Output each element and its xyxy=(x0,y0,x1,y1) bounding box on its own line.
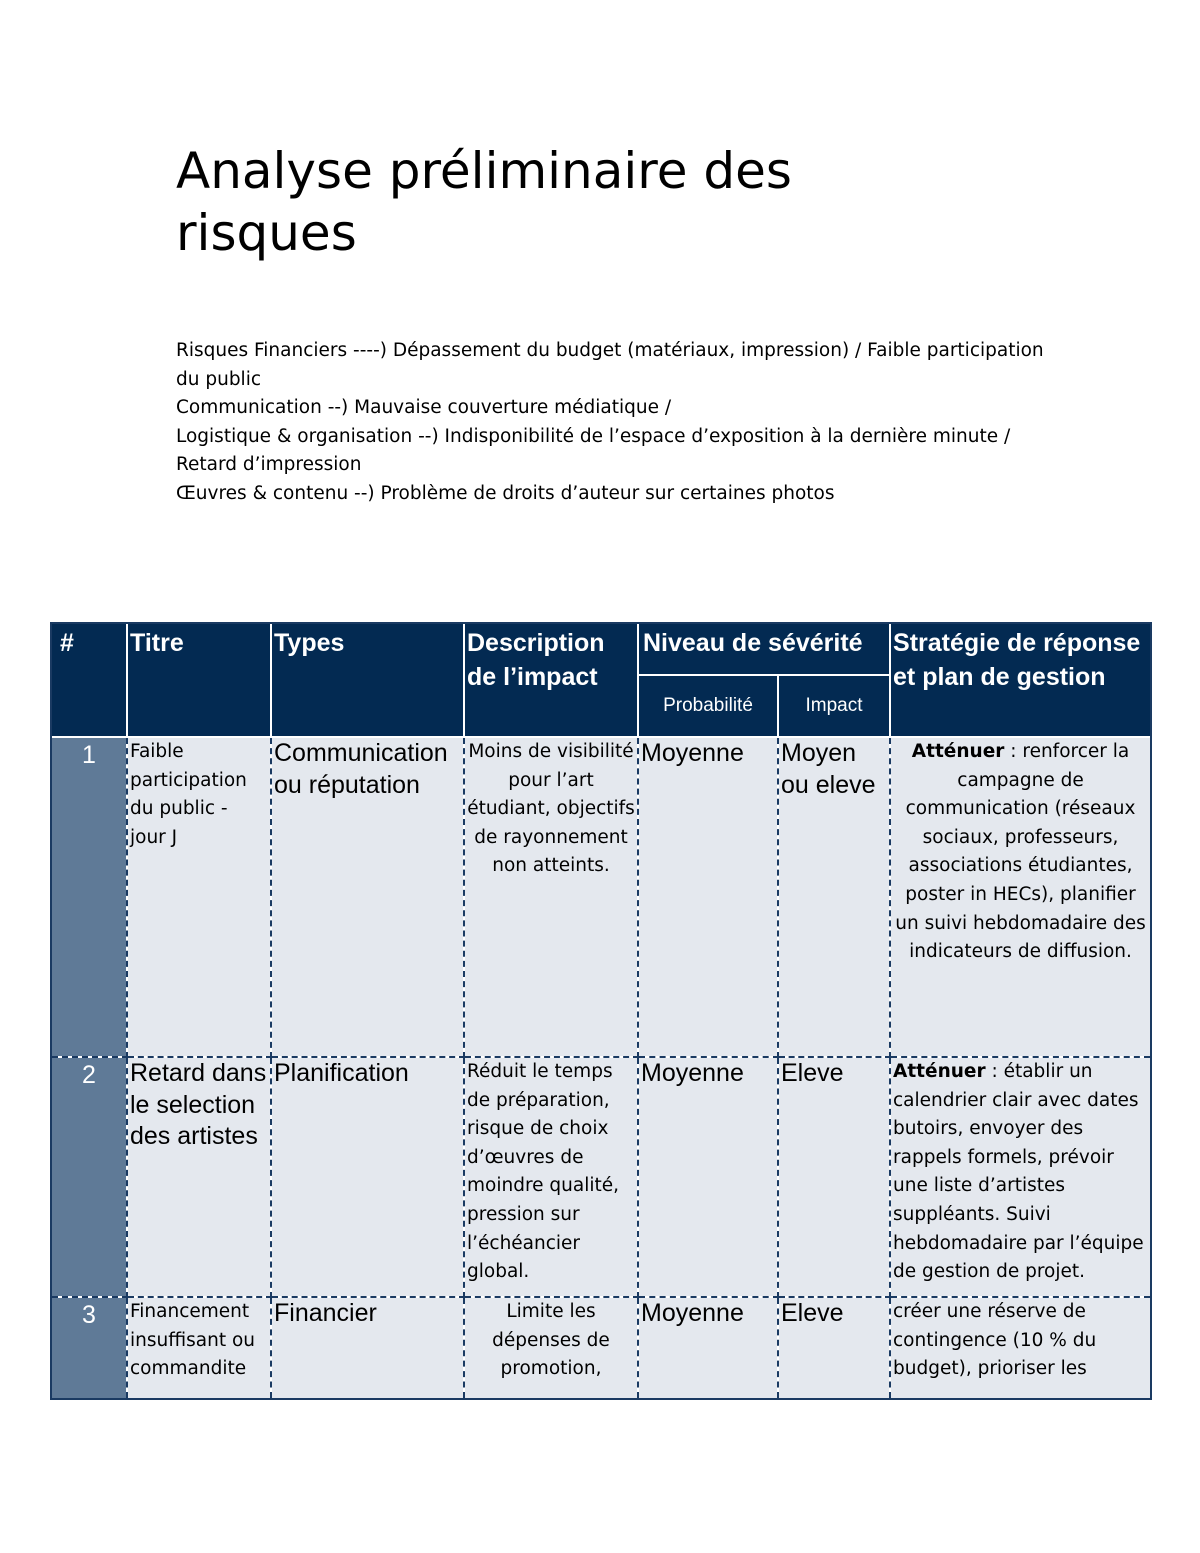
table-row xyxy=(51,1057,1151,1297)
row-titre: Retard dans le selection des artistes xyxy=(127,1057,271,1297)
row-num: 3 xyxy=(51,1297,127,1399)
header-impact: Impact xyxy=(778,675,890,737)
table-header-row xyxy=(51,623,1151,675)
row-probabilite: Moyenne xyxy=(638,737,778,1057)
row-description: Moins de visibilité pour l’art étudiant, objectifs de rayonnement non atteints. xyxy=(464,737,638,1057)
header-titre: Titre xyxy=(127,623,271,737)
row-impact: Eleve xyxy=(778,1297,890,1399)
row-description: Réduit le temps de préparation, risque de choix d’œuvres de moindre qualité, pression sur l’échéancier global. xyxy=(464,1057,638,1297)
header-probabilite: Probabilité xyxy=(638,675,778,737)
row-type: Financier xyxy=(271,1297,464,1399)
risk-table xyxy=(50,622,1152,1400)
strategie-label: Atténuer xyxy=(911,741,1005,762)
row-description: Limite les dépenses de promotion, xyxy=(464,1297,638,1399)
risk-line-logistique: Logistique & organisation --) Indisponibilité de l’espace d’exposition à la dernière minute / Retard d’impression xyxy=(176,425,1011,476)
header-types: Types xyxy=(271,623,464,737)
row-strategie xyxy=(890,1057,1151,1297)
row-num: 1 xyxy=(51,737,127,1057)
strategie-text: : établir un calendrier clair avec dates butoirs, envoyer des rappels formels, prévoir une liste d’artistes suppléants. Suivi hebdomadaire par l’équipe de gestion de projet. xyxy=(893,1061,1144,1283)
table-row xyxy=(51,1297,1151,1399)
row-impact: Moyen ou eleve xyxy=(778,737,890,1057)
header-description: Description de l’impact xyxy=(464,623,638,737)
row-strategie xyxy=(890,737,1151,1057)
strategie-text: : renforcer la campagne de communication (réseaux sociaux, professeurs, associations étudiantes, poster in HECs), planifier un suivi hebdomadaire des indicateurs de diffusion. xyxy=(895,741,1146,963)
row-impact: Eleve xyxy=(778,1057,890,1297)
row-num: 2 xyxy=(51,1057,127,1297)
row-probabilite: Moyenne xyxy=(638,1297,778,1399)
row-probabilite: Moyenne xyxy=(638,1057,778,1297)
risk-line-communication: Communication --) Mauvaise couverture médiatique / xyxy=(176,397,672,419)
row-titre: Faible participation du public - jour J xyxy=(127,737,271,1057)
page-title: Analyse préliminaire des risques xyxy=(176,142,792,262)
row-titre: Financement insuffisant ou commandite xyxy=(127,1297,271,1399)
risk-line-financier: Risques Financiers ----) Dépassement du budget (matériaux, impression) / Faible participation du public xyxy=(176,340,1044,390)
row-strategie: créer une réserve de contingence (10 % du budget), prioriser les xyxy=(890,1297,1151,1399)
row-type: Planification xyxy=(271,1057,464,1297)
row-type: Communication ou réputation xyxy=(271,737,464,1057)
header-num: # xyxy=(51,623,127,737)
risk-line-oeuvres: Œuvres & contenu --) Problème de droits d’auteur sur certaines photos xyxy=(176,482,835,504)
risk-summary xyxy=(176,337,1056,509)
header-severity: Niveau de sévérité xyxy=(638,623,890,675)
table-row xyxy=(51,737,1151,1057)
header-strategie: Stratégie de réponse et plan de gestion xyxy=(890,623,1151,737)
strategie-label: Atténuer xyxy=(893,1061,986,1082)
